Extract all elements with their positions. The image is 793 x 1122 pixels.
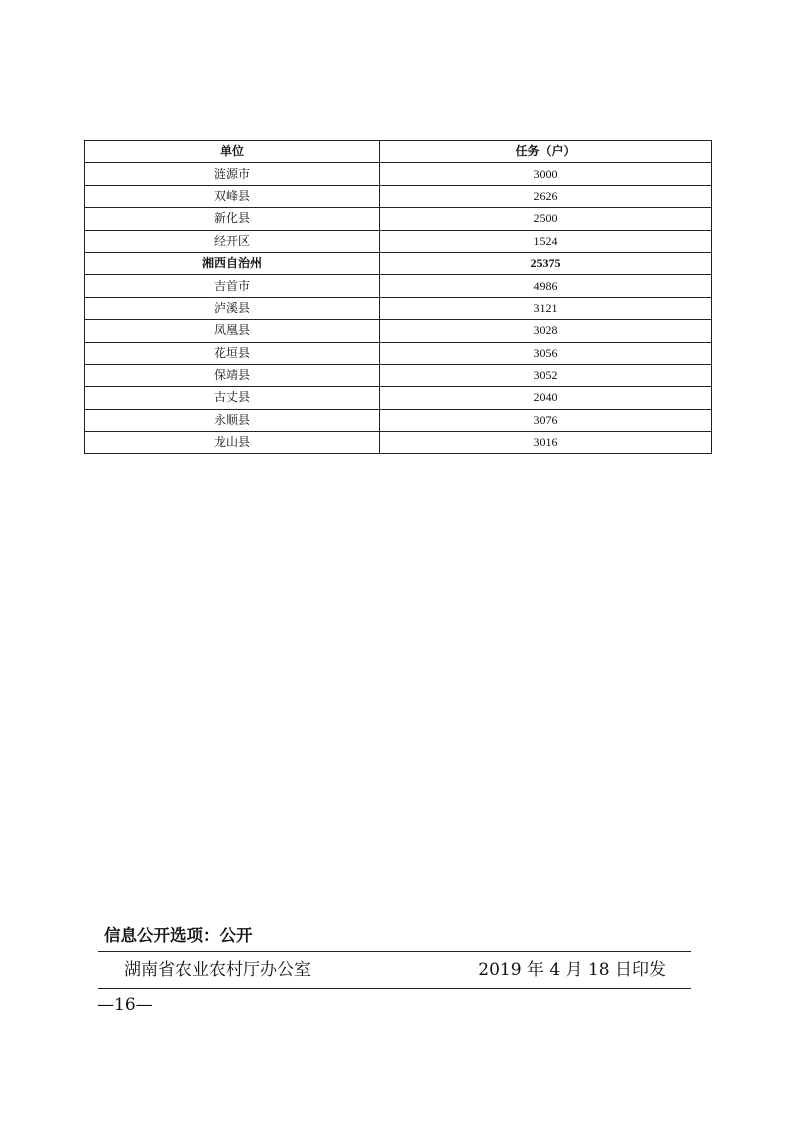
cell-task: 1524	[380, 230, 712, 252]
cell-unit: 涟源市	[85, 163, 380, 185]
table-body	[85, 163, 712, 454]
cell-task: 3028	[380, 320, 712, 342]
page-number: —16—	[97, 995, 153, 1015]
task-allocation-table	[84, 140, 712, 454]
cell-unit: 泸溪县	[85, 297, 380, 319]
table-row	[85, 163, 712, 185]
cell-task: 3016	[380, 432, 712, 454]
table-row	[85, 409, 712, 431]
cell-task: 3121	[380, 297, 712, 319]
cell-task: 3056	[380, 342, 712, 364]
cell-unit: 龙山县	[85, 432, 380, 454]
cell-task: 4986	[380, 275, 712, 297]
header-unit: 单位	[85, 141, 380, 163]
cell-unit: 古丈县	[85, 387, 380, 409]
table-row	[85, 185, 712, 207]
cell-task: 3052	[380, 364, 712, 386]
table-row	[85, 320, 712, 342]
cell-unit: 保靖县	[85, 364, 380, 386]
cell-task: 2040	[380, 387, 712, 409]
header-task: 任务（户）	[380, 141, 712, 163]
table-row	[85, 252, 712, 274]
cell-task: 2500	[380, 208, 712, 230]
cell-unit: 新化县	[85, 208, 380, 230]
table-row	[85, 364, 712, 386]
cell-unit: 经开区	[85, 230, 380, 252]
table-row	[85, 230, 712, 252]
table-row	[85, 275, 712, 297]
cell-unit: 湘西自治州	[85, 252, 380, 274]
issue-date: 2019 年 4 月 18 日印发	[478, 960, 666, 980]
cell-task: 3000	[380, 163, 712, 185]
table-row	[85, 387, 712, 409]
footer-top-rule	[98, 951, 691, 952]
table-row	[85, 342, 712, 364]
disclosure-option: 信息公开选项：公开	[104, 926, 253, 945]
cell-unit: 双峰县	[85, 185, 380, 207]
table-header-row	[85, 141, 712, 163]
cell-task: 2626	[380, 185, 712, 207]
cell-task: 3076	[380, 409, 712, 431]
cell-task: 25375	[380, 252, 712, 274]
table-row	[85, 208, 712, 230]
footer-bottom-rule	[98, 988, 691, 989]
cell-unit: 凤凰县	[85, 320, 380, 342]
cell-unit: 永顺县	[85, 409, 380, 431]
issuing-office: 湖南省农业农村厅办公室	[124, 960, 311, 980]
table-row	[85, 297, 712, 319]
table-row	[85, 432, 712, 454]
cell-unit: 花垣县	[85, 342, 380, 364]
cell-unit: 吉首市	[85, 275, 380, 297]
